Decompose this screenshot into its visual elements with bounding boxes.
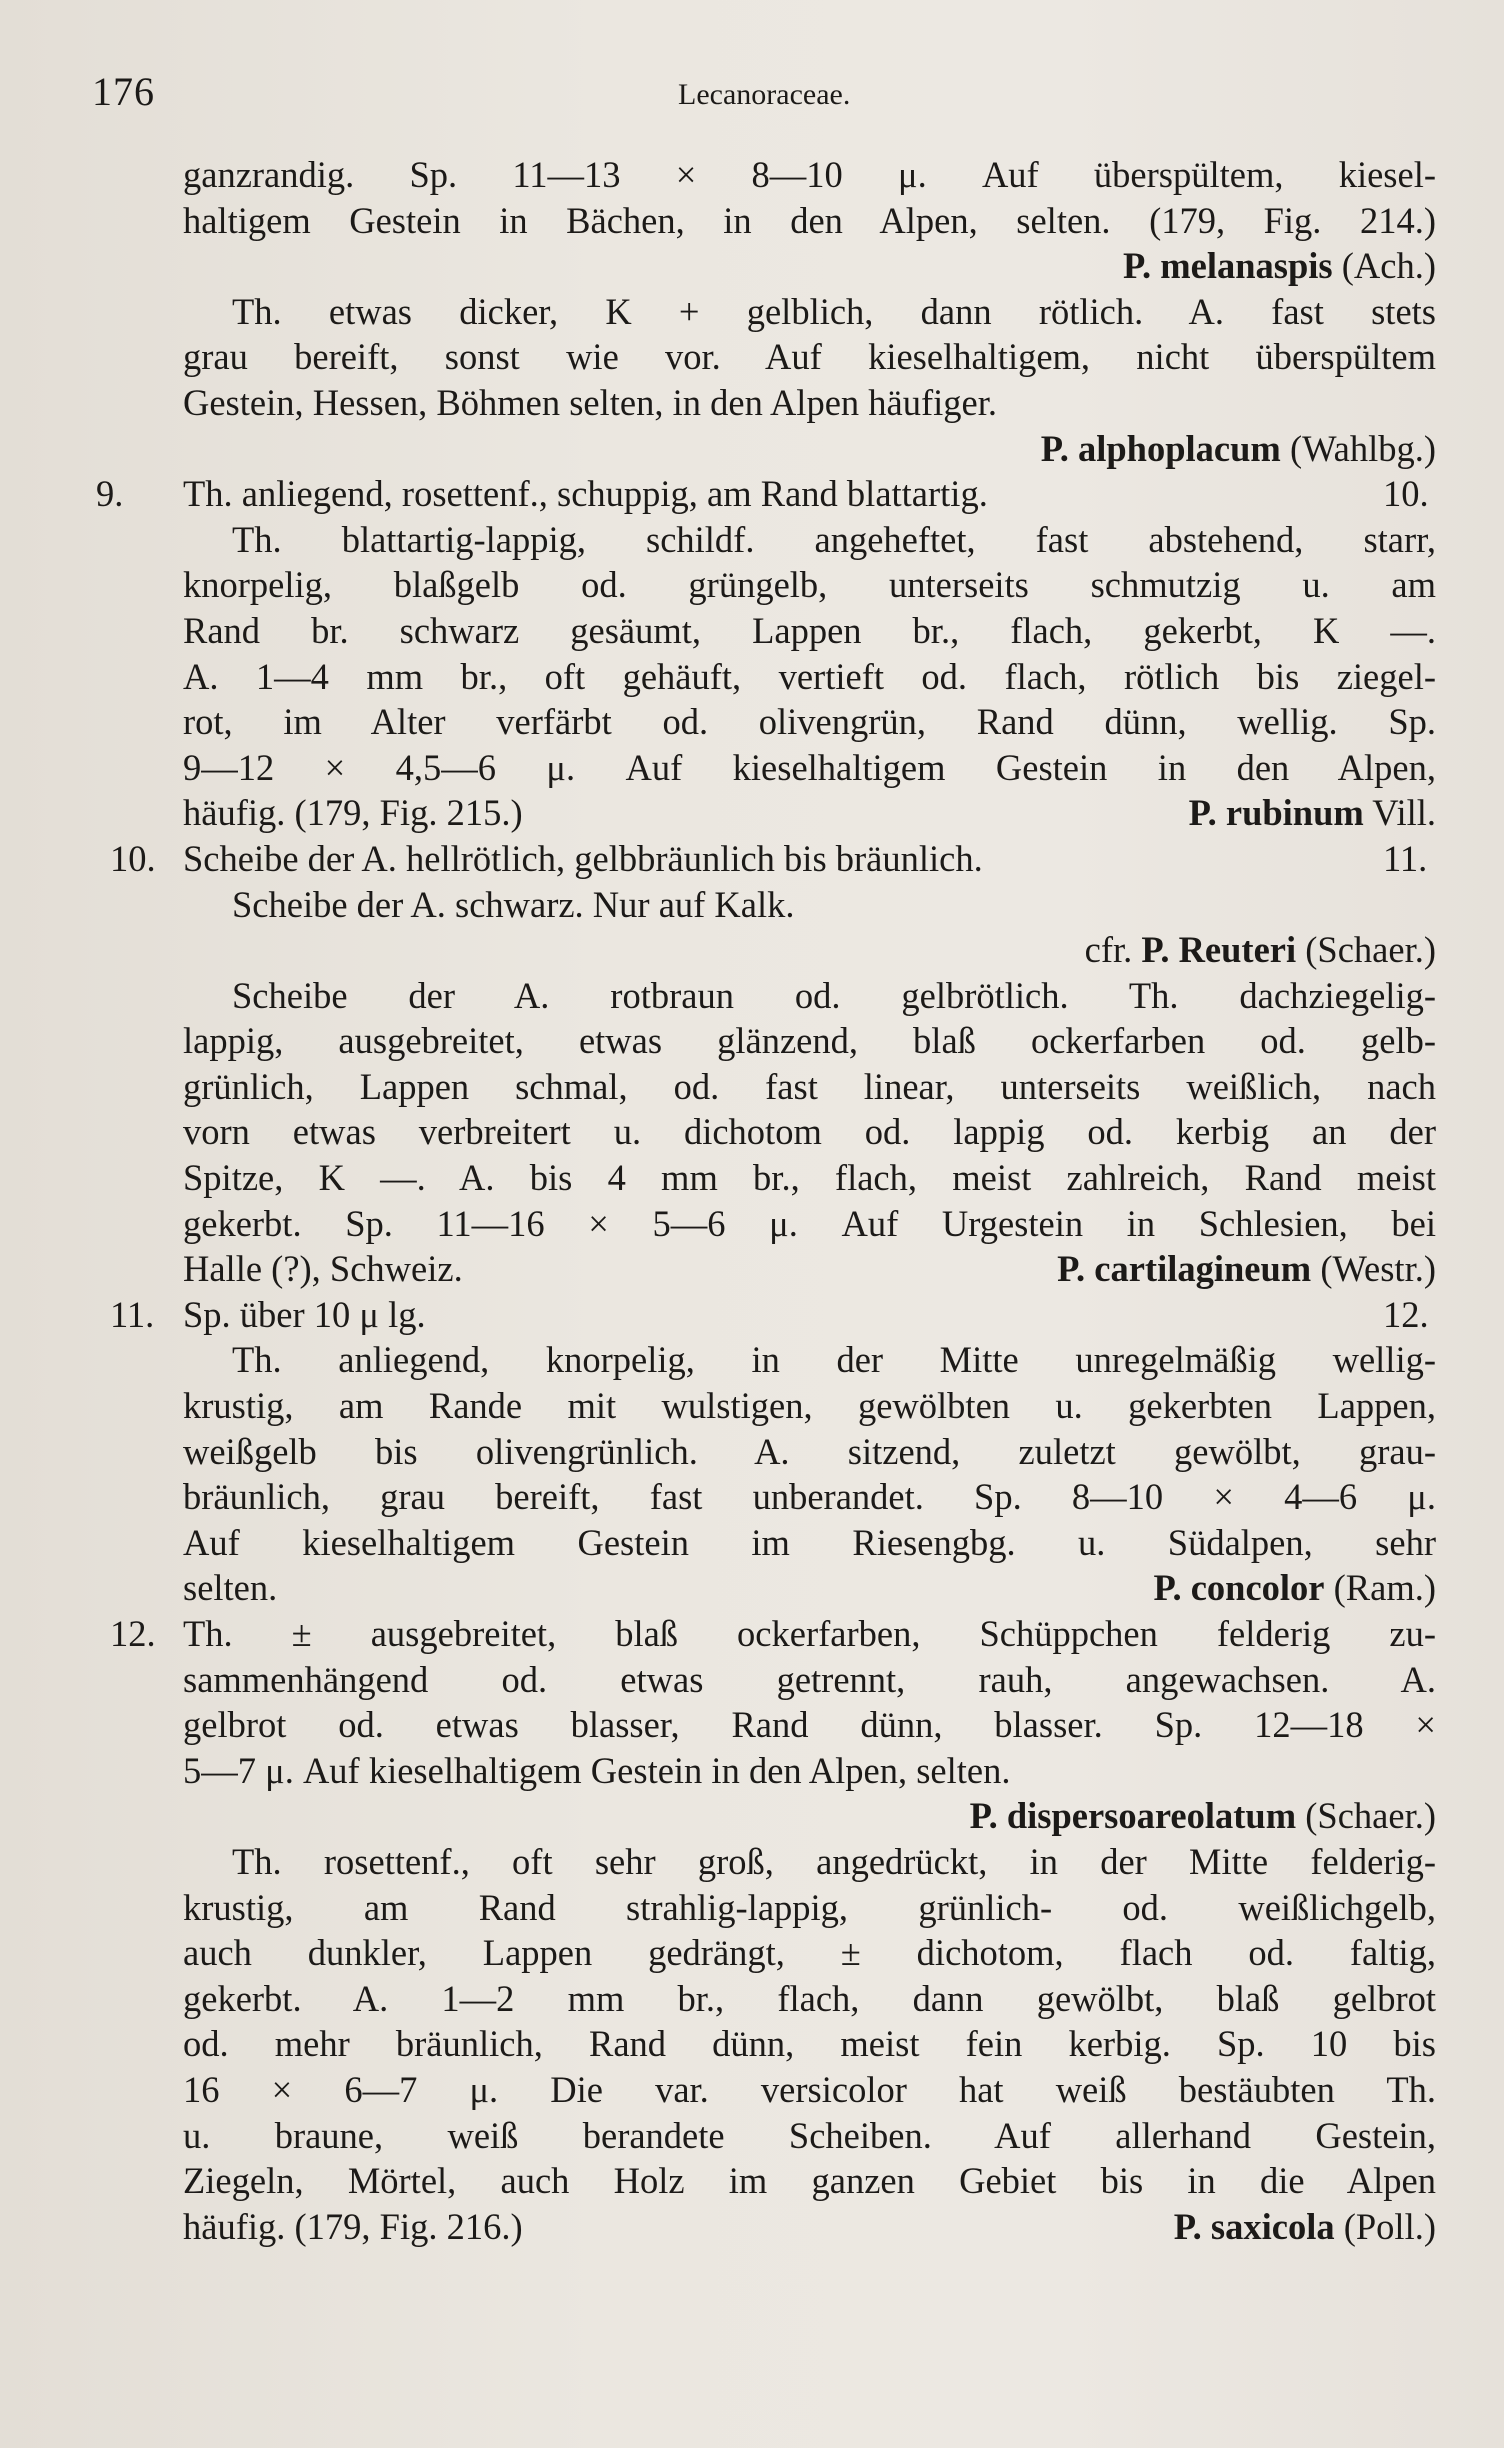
text-line xyxy=(0,2021,1504,2067)
text-line xyxy=(0,380,1504,426)
text-line xyxy=(0,836,1504,882)
text-line xyxy=(0,2113,1504,2159)
text-line xyxy=(0,1748,1504,1794)
key-number: 10. xyxy=(110,837,156,879)
line-text: Th. rosettenf., oft sehr groß, angedrückt, in der Mitte felderig- xyxy=(232,1840,1436,1882)
line-text: grau bereift, sonst wie vor. Auf kieselhaltigem, nicht überspültem xyxy=(183,336,1436,378)
text-line xyxy=(0,517,1504,563)
line-text: Auf kieselhaltigem Gestein im Riesengbg. u. Südalpen, sehr xyxy=(183,1521,1436,1563)
text-line xyxy=(0,1520,1504,1566)
species-name xyxy=(1057,1246,1436,1292)
species-genus: P. melanaspis xyxy=(1123,245,1333,287)
text-line xyxy=(0,1565,1504,1611)
text-line xyxy=(0,1702,1504,1748)
species-name xyxy=(970,1793,1436,1839)
text-line xyxy=(0,1885,1504,1931)
text-line xyxy=(0,1201,1504,1247)
line-text: Scheibe der A. rotbraun od. gelbrötlich. Th. dachziegelig- xyxy=(232,974,1436,1016)
text-line xyxy=(0,1018,1504,1064)
text-line xyxy=(0,745,1504,791)
text-line xyxy=(0,1337,1504,1383)
line-text: selten. xyxy=(183,1567,278,1609)
line-text: vorn etwas verbreitert u. dichotom od. lappig od. kerbig an der xyxy=(183,1111,1436,1153)
key-reference: 12. xyxy=(1383,1293,1429,1335)
line-text: u. braune, weiß berandete Scheiben. Auf allerhand Gestein, xyxy=(183,2114,1436,2156)
text-line xyxy=(0,426,1504,472)
line-text: A. 1—4 mm br., oft gehäuft, vertieft od. flach, rötlich bis ziegel- xyxy=(183,655,1436,697)
species-author: (Poll.) xyxy=(1343,2205,1436,2247)
species-author: (Wahlbg.) xyxy=(1289,427,1436,469)
key-text: Sp. über 10 μ lg. xyxy=(183,1293,426,1335)
key-text: Th. anliegend, rosettenf., schuppig, am Rand blattartig. xyxy=(183,473,988,515)
text-line xyxy=(0,1793,1504,1839)
text-line xyxy=(0,1611,1504,1657)
text-line xyxy=(0,927,1504,973)
species-genus: P. alphoplacum xyxy=(1040,427,1281,469)
page-number: 176 xyxy=(92,69,155,114)
species-prefix: cfr. xyxy=(1084,929,1142,971)
text-line xyxy=(0,882,1504,928)
species-author: (Ram.) xyxy=(1333,1567,1436,1609)
species-name xyxy=(1123,243,1436,289)
text-line xyxy=(0,1064,1504,1110)
line-text: 16 × 6—7 μ. Die var. versicolor hat weiß bestäubten Th. xyxy=(183,2068,1436,2110)
text-line xyxy=(0,243,1504,289)
text-line xyxy=(0,1429,1504,1475)
key-text-body xyxy=(0,152,1504,2249)
text-line xyxy=(0,1292,1504,1338)
line-text: Spitze, K —. A. bis 4 mm br., flach, meist zahlreich, Rand meist xyxy=(183,1157,1436,1199)
text-line xyxy=(0,562,1504,608)
text-line xyxy=(0,152,1504,198)
line-text: weißgelb bis olivengrünlich. A. sitzend, zuletzt gewölbt, grau- xyxy=(183,1430,1436,1472)
line-text: häufig. (179, Fig. 215.) xyxy=(183,792,523,834)
text-line xyxy=(0,1930,1504,1976)
text-line xyxy=(0,608,1504,654)
key-number: 11. xyxy=(110,1293,155,1335)
text-line xyxy=(0,1474,1504,1520)
line-text: Th. etwas dicker, K + gelblich, dann rötlich. A. fast stets xyxy=(232,290,1436,332)
line-text: od. mehr bräunlich, Rand dünn, meist fein kerbig. Sp. 10 bis xyxy=(183,2023,1436,2065)
text-line xyxy=(0,1109,1504,1155)
line-text: gekerbt. Sp. 11—16 × 5—6 μ. Auf Urgestein in Schlesien, bei xyxy=(183,1202,1436,1244)
text-line xyxy=(0,2067,1504,2113)
text-line xyxy=(0,334,1504,380)
line-text: grünlich, Lappen schmal, od. fast linear, unterseits weißlich, nach xyxy=(183,1065,1436,1107)
text-line xyxy=(0,654,1504,700)
line-text: auch dunkler, Lappen gedrängt, ± dichotom, flach od. faltig, xyxy=(183,1932,1436,1974)
line-text: 9—12 × 4,5—6 μ. Auf kieselhaltigem Gestein in den Alpen, xyxy=(183,746,1436,788)
line-text: gekerbt. A. 1—2 mm br., flach, dann gewölbt, blaß gelbrot xyxy=(183,1977,1436,2019)
text-line xyxy=(0,2158,1504,2204)
text-line xyxy=(0,973,1504,1019)
text-line xyxy=(0,1155,1504,1201)
running-title: Lecanoraceae. xyxy=(678,78,851,111)
line-text: lappig, ausgebreitet, etwas glänzend, blaß ockerfarben od. gelb- xyxy=(183,1020,1436,1062)
line-text: 5—7 μ. Auf kieselhaltigem Gestein in den Alpen, selten. xyxy=(183,1749,1011,1791)
species-genus: P. cartilagineum xyxy=(1057,1248,1312,1290)
line-text: Gestein, Hessen, Böhmen selten, in den Alpen häufiger. xyxy=(183,381,997,423)
line-text: Th. anliegend, knorpelig, in der Mitte unregelmäßig wellig- xyxy=(232,1339,1436,1381)
line-text: Halle (?), Schweiz. xyxy=(183,1248,463,1290)
key-number: 12. xyxy=(110,1613,156,1654)
line-text: sammenhängend od. etwas getrennt, rauh, angewachsen. A. xyxy=(183,1658,1436,1700)
species-author: (Westr.) xyxy=(1320,1248,1436,1290)
text-line xyxy=(0,2204,1504,2250)
text-line xyxy=(0,699,1504,745)
species-name xyxy=(1189,790,1436,836)
species-author: Vill. xyxy=(1372,792,1436,834)
text-line xyxy=(0,1976,1504,2022)
key-reference: 10. xyxy=(1383,473,1429,515)
line-text: Scheibe der A. schwarz. Nur auf Kalk. xyxy=(232,883,795,925)
species-name xyxy=(1085,927,1436,973)
line-text: krustig, am Rand strahlig-lappig, grünlich- od. weißlichgelb, xyxy=(183,1886,1436,1928)
species-genus: P. saxicola xyxy=(1173,2205,1335,2247)
line-text: Th. blattartig-lappig, schildf. angeheftet, fast abstehend, starr, xyxy=(232,518,1436,560)
text-line xyxy=(0,790,1504,836)
line-text: haltigem Gestein in Bächen, in den Alpen, selten. (179, Fig. 214.) xyxy=(183,199,1436,241)
species-genus: P. rubinum xyxy=(1188,792,1364,834)
species-name xyxy=(1174,2204,1436,2250)
key-number: 9. xyxy=(96,473,124,515)
line-text: krustig, am Rande mit wulstigen, gewölbten u. gekerbten Lappen, xyxy=(183,1385,1436,1427)
key-reference: 11. xyxy=(1383,837,1428,879)
species-name xyxy=(1154,1565,1437,1611)
text-line xyxy=(0,198,1504,244)
text-line xyxy=(0,1383,1504,1429)
line-text: häufig. (179, Fig. 216.) xyxy=(183,2205,523,2247)
text-line xyxy=(0,471,1504,517)
text-line xyxy=(0,289,1504,335)
line-text: bräunlich, grau bereift, fast unberandet. Sp. 8—10 × 4—6 μ. xyxy=(183,1476,1436,1518)
species-author: (Schaer.) xyxy=(1305,1795,1436,1837)
key-text: Scheibe der A. hellrötlich, gelbbräunlich bis bräunlich. xyxy=(183,837,983,879)
line-text: gelbrot od. etwas blasser, Rand dünn, blasser. Sp. 12—18 × xyxy=(183,1704,1436,1746)
line-text: rot, im Alter verfärbt od. olivengrün, Rand dünn, wellig. Sp. xyxy=(183,701,1436,743)
line-text: Rand br. schwarz gesäumt, Lappen br., flach, gekerbt, K —. xyxy=(183,609,1436,651)
species-genus: P. Reuteri xyxy=(1141,929,1297,971)
key-text: Th. ± ausgebreitet, blaß ockerfarben, Schüppchen felderig zu- xyxy=(183,1613,1436,1654)
species-author: (Schaer.) xyxy=(1305,929,1436,971)
line-text: ganzrandig. Sp. 11—13 × 8—10 μ. Auf überspültem, kiesel- xyxy=(183,154,1436,195)
text-line xyxy=(0,1246,1504,1292)
species-name xyxy=(1041,426,1436,472)
species-genus: P. dispersoareolatum xyxy=(969,1795,1297,1837)
text-line xyxy=(0,1657,1504,1703)
line-text: knorpelig, blaßgelb od. grüngelb, unterseits schmutzig u. am xyxy=(183,564,1436,606)
species-genus: P. concolor xyxy=(1153,1567,1325,1609)
species-author: (Ach.) xyxy=(1341,245,1436,287)
line-text: Ziegeln, Mörtel, auch Holz im ganzen Gebiet bis in die Alpen xyxy=(183,2160,1436,2202)
text-line xyxy=(0,1839,1504,1885)
page-header xyxy=(92,68,1434,112)
